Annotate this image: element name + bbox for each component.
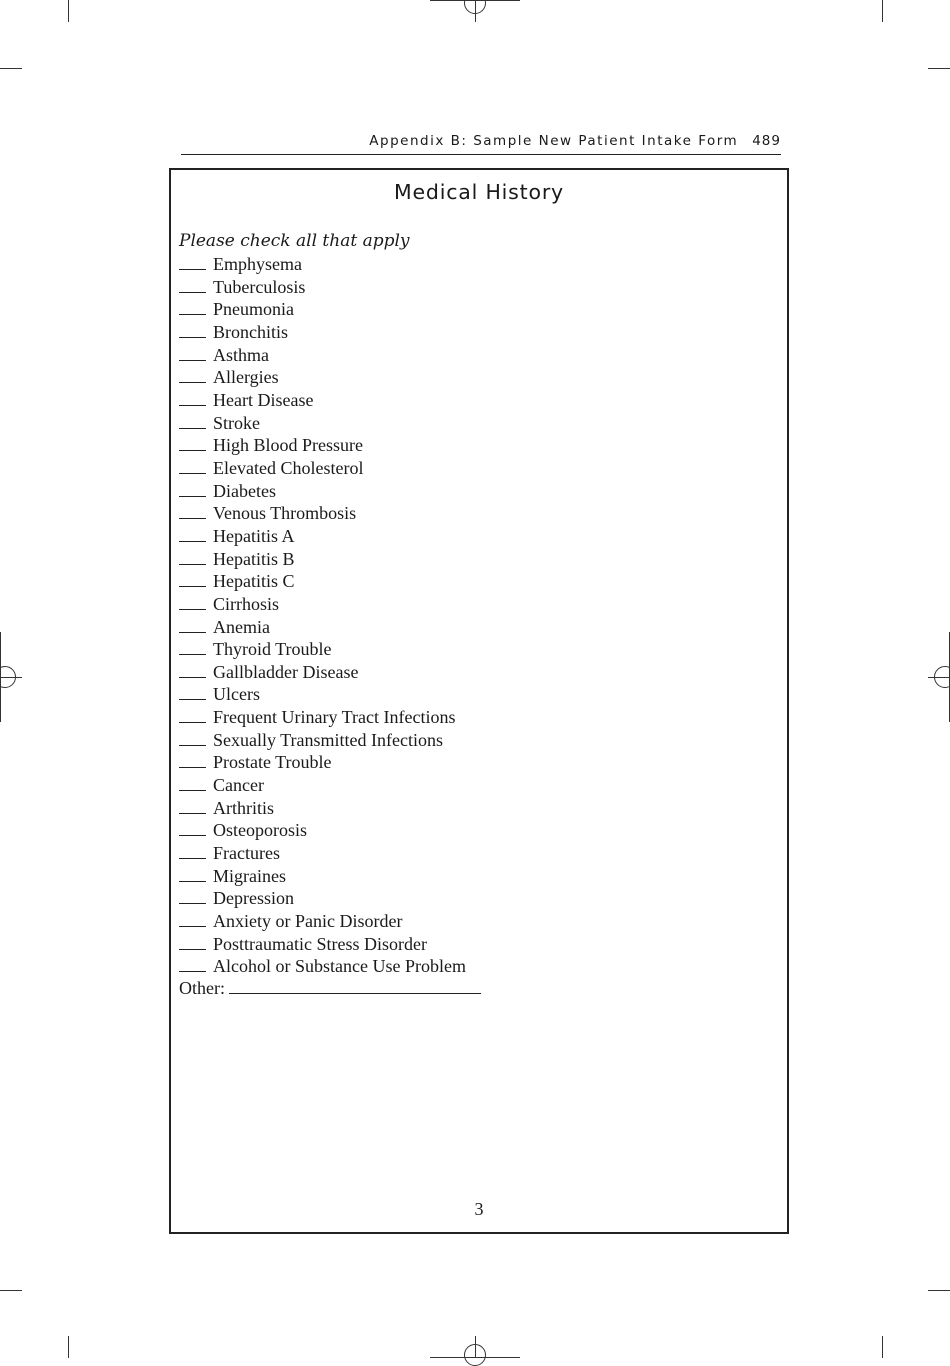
form-title: Medical History [394,180,564,204]
checklist-item [179,706,466,729]
check-blank[interactable] [179,435,206,451]
checklist-item [179,751,466,774]
checklist-item [179,366,466,389]
crop-mark-bottom-right-vertical [882,1336,883,1358]
condition-label: High Blood Pressure [213,435,363,456]
crop-mark-top-left-vertical [68,0,69,22]
check-blank[interactable] [179,843,206,859]
condition-label: Allergies [213,367,279,388]
check-blank[interactable] [179,299,206,315]
checklist-item [179,819,466,842]
checklist-item [179,502,466,525]
checklist-item [179,298,466,321]
registration-mark-right-stem [928,677,950,678]
checklist-item [179,344,466,367]
check-blank[interactable] [179,752,206,768]
condition-label: Migraines [213,865,286,886]
condition-label: Anemia [213,616,270,637]
condition-label: Hepatitis A [213,525,295,546]
check-blank[interactable] [179,639,206,655]
condition-label: Asthma [213,344,269,365]
check-blank[interactable] [179,526,206,542]
condition-label: Hepatitis B [213,548,295,569]
check-blank[interactable] [179,730,206,746]
checklist-item [179,910,466,933]
check-blank[interactable] [179,775,206,791]
check-blank[interactable] [179,390,206,406]
crop-mark-top-left-horizontal [0,68,22,69]
form-instructions: Please check all that apply [179,231,410,251]
checklist-item [179,729,466,752]
condition-label: Posttraumatic Stress Disorder [213,933,427,954]
crop-mark-top-right-vertical [882,0,883,22]
check-blank[interactable] [179,254,206,270]
condition-label: Frequent Urinary Tract Infections [213,707,456,728]
check-blank[interactable] [179,322,206,338]
condition-label: Venous Thrombosis [213,503,357,524]
crop-mark-bottom-right-horizontal [928,1290,950,1291]
checklist-item [179,321,466,344]
check-blank[interactable] [179,617,206,633]
checklist-item [179,842,466,865]
check-blank[interactable] [179,707,206,723]
checklist-item [179,412,466,435]
checklist-item [179,887,466,910]
checklist-item [179,389,466,412]
check-blank[interactable] [179,866,206,882]
condition-label: Sexually Transmitted Infections [213,729,443,750]
condition-label: Arthritis [213,797,274,818]
registration-mark-left-stem [0,677,22,678]
other-condition-row [179,977,481,999]
checklist-item [179,253,466,276]
check-blank[interactable] [179,934,206,950]
other-label: Other: [179,978,225,998]
checklist-item [179,276,466,299]
check-blank[interactable] [179,549,206,565]
check-blank[interactable] [179,798,206,814]
condition-label: Ulcers [213,684,260,705]
condition-label: Cirrhosis [213,593,280,614]
check-blank[interactable] [179,956,206,972]
check-blank[interactable] [179,911,206,927]
conditions-checklist [179,253,466,978]
check-blank[interactable] [179,503,206,519]
check-blank[interactable] [179,820,206,836]
checklist-item [179,616,466,639]
condition-label: Hepatitis C [213,571,295,592]
condition-label: Thyroid Trouble [213,639,332,660]
crop-mark-top-right-horizontal [928,68,950,69]
check-blank[interactable] [179,277,206,293]
condition-label: Prostate Trouble [213,752,332,773]
book-page-number: 489 [752,133,781,149]
check-blank[interactable] [179,345,206,361]
check-blank[interactable] [179,684,206,700]
checklist-item [179,865,466,888]
condition-label: Cancer [213,775,264,796]
checklist-item [179,774,466,797]
checklist-item [179,525,466,548]
condition-label: Heart Disease [213,389,314,410]
check-blank[interactable] [179,481,206,497]
condition-label: Gallbladder Disease [213,661,359,682]
check-blank[interactable] [179,888,206,904]
checklist-item [179,683,466,706]
check-blank[interactable] [179,662,206,678]
checklist-item [179,548,466,571]
checklist-item [179,480,466,503]
medical-history-form [169,168,789,1234]
check-blank[interactable] [179,594,206,610]
check-blank[interactable] [179,571,206,587]
running-header-title: Appendix B: Sample New Patient Intake Form [369,133,739,149]
checklist-item [179,955,466,978]
condition-label: Bronchitis [213,321,288,342]
check-blank[interactable] [179,367,206,383]
checklist-item [179,933,466,956]
crop-mark-bottom-left-vertical [68,1336,69,1358]
other-blank-line[interactable] [229,977,481,994]
checklist-item [179,638,466,661]
registration-mark-bottom-stem [475,1336,476,1358]
check-blank[interactable] [179,458,206,474]
condition-label: Pneumonia [213,299,294,320]
condition-label: Tuberculosis [213,276,306,297]
condition-label: Elevated Cholesterol [213,457,364,478]
registration-mark-top-stem [475,0,476,22]
running-header [181,132,781,155]
crop-mark-bottom-left-horizontal [0,1290,22,1291]
checklist-item [179,593,466,616]
form-page-number: 3 [474,1199,484,1219]
condition-label: Stroke [213,412,260,433]
condition-label: Fractures [213,843,280,864]
condition-label: Emphysema [213,254,302,274]
checklist-item [179,570,466,593]
condition-label: Diabetes [213,480,276,501]
checklist-item [179,434,466,457]
checklist-item [179,457,466,480]
check-blank[interactable] [179,413,206,429]
checklist-item [179,661,466,684]
condition-label: Depression [213,888,294,909]
condition-label: Osteoporosis [213,820,307,841]
condition-label: Alcohol or Substance Use Problem [213,956,466,977]
checklist-item [179,797,466,820]
condition-label: Anxiety or Panic Disorder [213,911,403,932]
